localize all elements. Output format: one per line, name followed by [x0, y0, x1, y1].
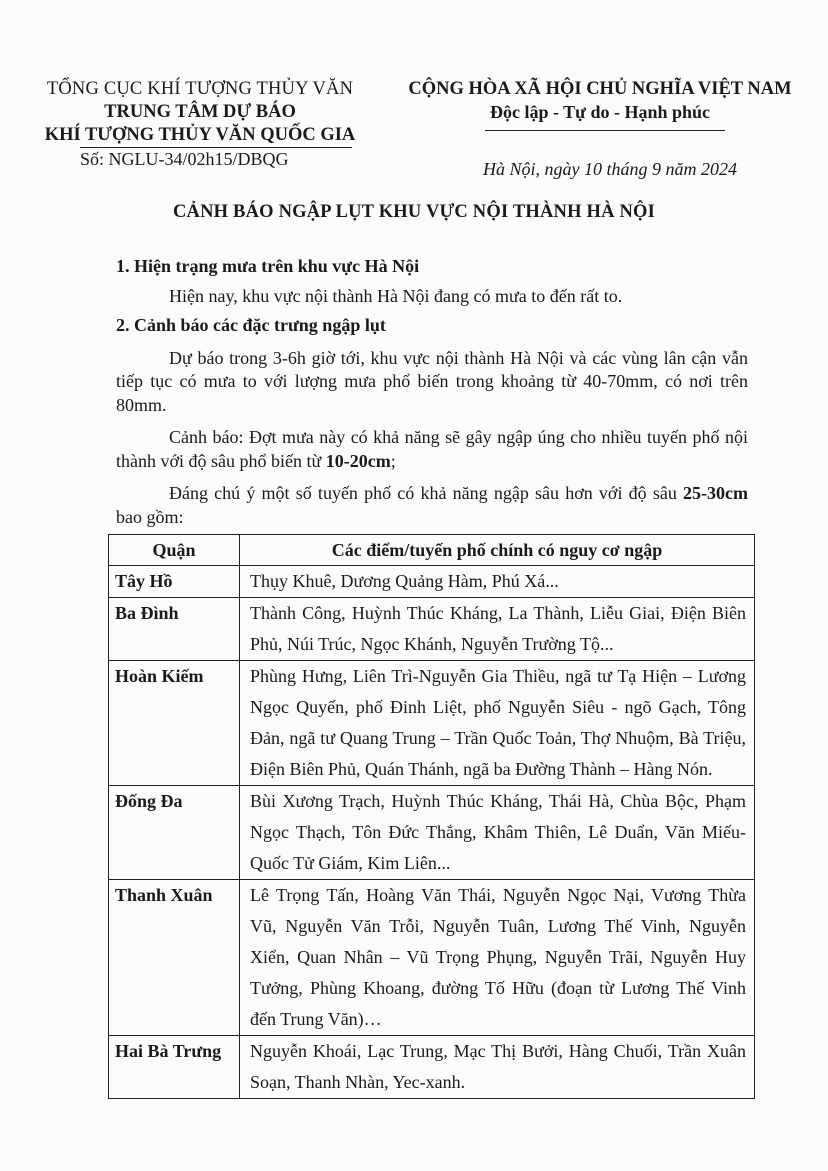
table-row [109, 566, 755, 598]
agency-header [20, 78, 380, 171]
section1-text: Hiện nay, khu vực nội thành Hà Nội đang có mưa to đến rất to. [169, 285, 623, 306]
national-title: CỘNG HÒA XÃ HỘI CHỦ NGHĨA VIỆT NAM [408, 79, 792, 99]
section1-heading: 1. Hiện trạng mưa trên khu vực Hà Nội [116, 256, 420, 276]
warning-text: Cảnh báo: Đợt mưa này có khả năng sẽ gây ngập úng cho nhiều tuyến phố nội thành với độ sâu phổ biến từ [116, 427, 748, 471]
parent-agency-name: TỔNG CỤC KHÍ TƯỢNG THỦY VĂN [46, 79, 354, 99]
notable-depth: 25-30cm [683, 483, 748, 503]
section2-heading: 2. Cảnh báo các đặc trưng ngập lụt [116, 315, 386, 335]
motto-underline [485, 130, 725, 131]
center-name-line1: TRUNG TÂM DỰ BÁO [104, 102, 296, 122]
street-list: Lê Trọng Tấn, Hoàng Văn Thái, Nguyễn Ngọc Nại, Vương Thừa Vũ, Nguyễn Văn Trỗi, Nguyễn Tuân, Lương Thế Vinh, Nguyễn Xiển, Quan Nhân – Vũ Trọng Phụng, Nguyễn Trãi, Nguyễn Huy Tưởng, Phùng Khoang, đường Tố Hữu (đoạn từ Lương Thế Vinh đến Trung Văn)… [240, 880, 755, 1036]
street-list: Thành Công, Huỳnh Thúc Kháng, La Thành, Liễu Giai, Điện Biên Phủ, Núi Trúc, Ngọc Khánh, Nguyễn Trường Tộ... [240, 598, 755, 661]
district-name: Đống Đa [109, 786, 240, 880]
table-row [109, 661, 755, 786]
district-name: Thanh Xuân [109, 880, 240, 1036]
forecast-paragraph: Dự báo trong 3-6h giờ tới, khu vực nội thành Hà Nội và các vùng lân cận vẫn tiếp tục có mưa to với lượng mưa phổ biến trong khoảng từ 40-70mm, có nơi trên 80mm. [116, 347, 748, 415]
agency-underline [80, 147, 352, 148]
table-row [109, 786, 755, 880]
street-list: Phùng Hưng, Liên Trì-Nguyễn Gia Thiều, ngã tư Tạ Hiện – Lương Ngọc Quyến, phố Đinh Liệt, phố Nguyễn Siêu - ngõ Gạch, Tông Đản, ngã tư Quang Trung – Trần Quốc Toản, Thợ Nhuộm, Bà Triệu, Điện Biên Phủ, Quán Thánh, ngã ba Đường Thành – Hàng Nón. [240, 661, 755, 786]
street-list: Thụy Khuê, Dương Quảng Hàm, Phú Xá... [240, 566, 755, 598]
street-list: Nguyễn Khoái, Lạc Trung, Mạc Thị Bưởi, Hàng Chuối, Trần Xuân Soạn, Thanh Nhàn, Yec-xanh. [240, 1036, 755, 1099]
notable-suffix: bao gồm: [116, 506, 184, 527]
table-row [109, 1036, 755, 1099]
notable-paragraph [116, 482, 748, 529]
warning-suffix: ; [390, 450, 396, 471]
district-name: Hoàn Kiếm [109, 661, 240, 786]
document-body [116, 255, 748, 529]
warning-depth: 10-20cm [325, 450, 391, 471]
national-header [380, 78, 820, 179]
table-header-row [109, 535, 755, 566]
district-name: Hai Bà Trưng [109, 1036, 240, 1099]
warning-paragraph [116, 426, 748, 473]
streets-column-header: Các điểm/tuyến phố chính có nguy cơ ngập [240, 535, 755, 566]
district-name: Ba Đình [109, 598, 240, 661]
document-date: Hà Nội, ngày 10 tháng 9 năm 2024 [483, 159, 737, 179]
street-list: Bùi Xương Trạch, Huỳnh Thúc Kháng, Thái Hà, Chùa Bộc, Phạm Ngọc Thạch, Tôn Đức Thắng, Khâm Thiên, Lê Duẩn, Văn Miếu-Quốc Tử Giám, Kim Liên... [240, 786, 755, 880]
table-row [109, 880, 755, 1036]
district-name: Tây Hồ [109, 566, 240, 598]
national-motto: Độc lập - Tự do - Hạnh phúc [489, 102, 711, 122]
document-number: Số: NGLU-34/02h15/DBQG [80, 149, 289, 169]
center-name-line2: KHÍ TƯỢNG THỦY VĂN QUỐC GIA [44, 125, 356, 145]
document-title: CẢNH BÁO NGẬP LỤT KHU VỰC NỘI THÀNH HÀ NỘI [172, 202, 656, 222]
flood-streets-table [108, 534, 755, 1099]
table-row [109, 598, 755, 661]
district-column-header: Quận [109, 535, 240, 566]
notable-text: Đáng chú ý một số tuyến phố có khả năng ngập sâu hơn với độ sâu [169, 483, 684, 503]
